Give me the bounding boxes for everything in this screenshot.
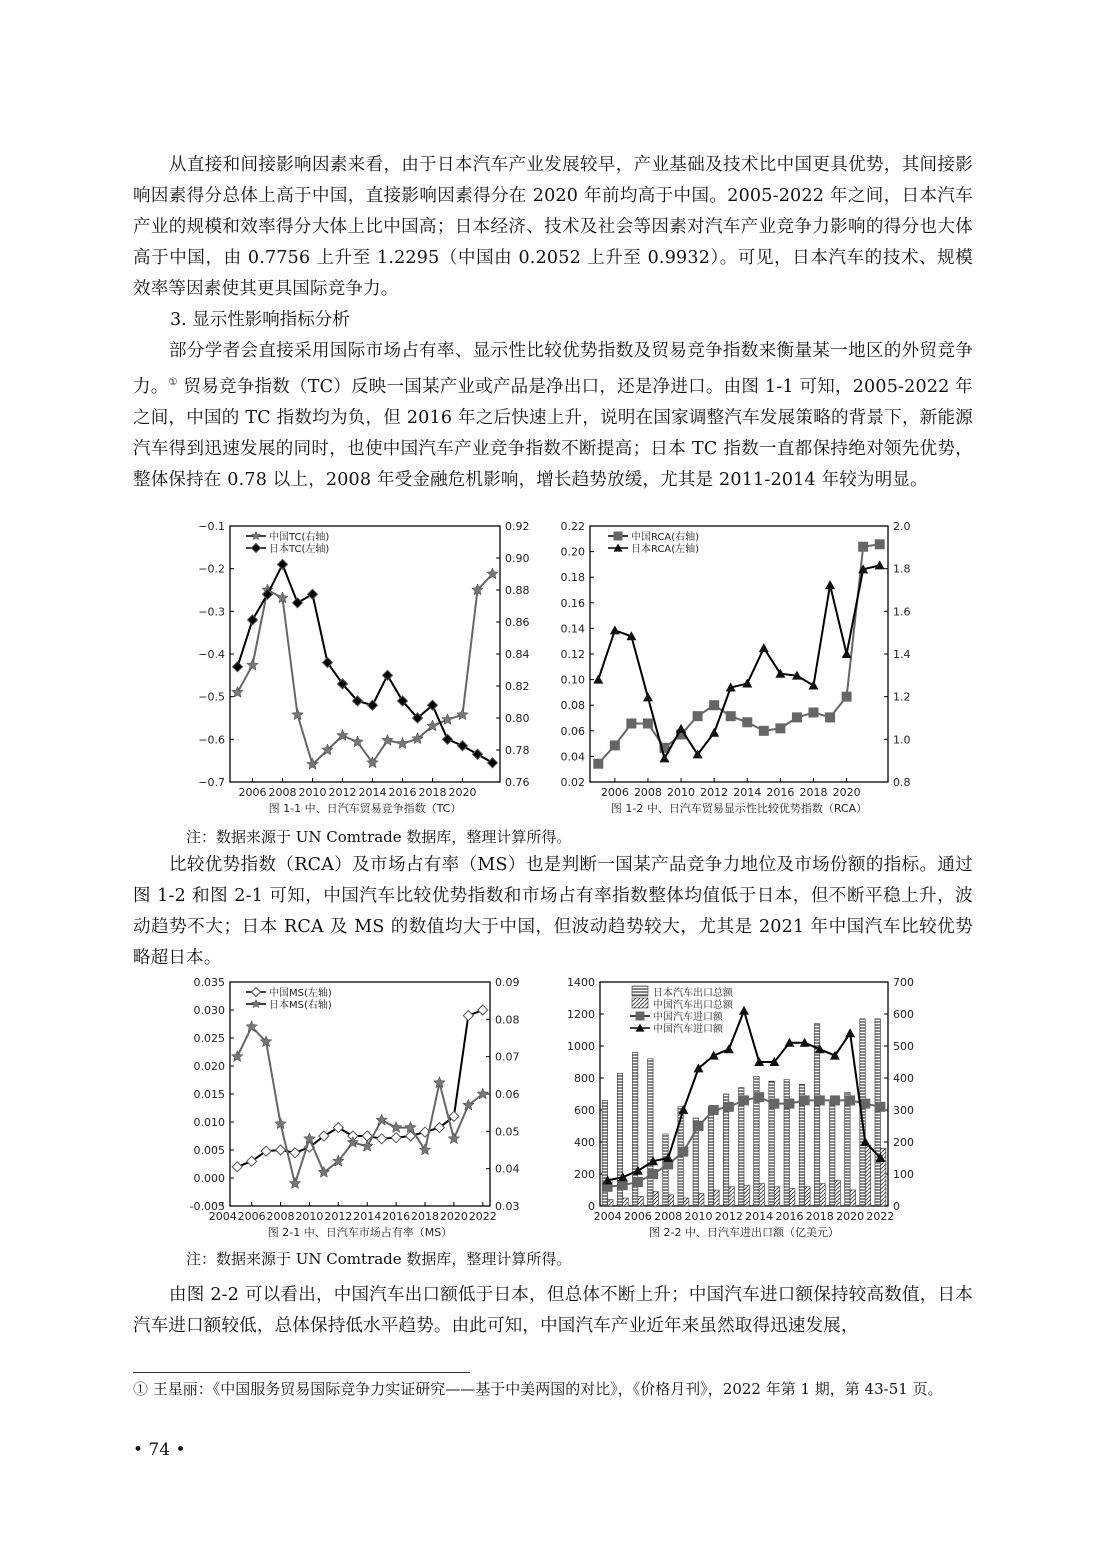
- x-tick-label: 2014: [745, 1210, 774, 1223]
- left-tick-label: 1000: [567, 1040, 595, 1053]
- data-point: [290, 1148, 300, 1158]
- bar: [875, 1019, 880, 1206]
- left-tick-label: 0.010: [193, 1116, 225, 1129]
- data-point: [232, 1051, 243, 1062]
- right-tick-label: 0.05: [495, 1125, 520, 1139]
- legend-marker: [252, 1000, 261, 1008]
- series-line: [237, 1027, 483, 1184]
- data-point: [463, 1011, 473, 1021]
- right-tick-label: 0.03: [495, 1200, 520, 1213]
- x-tick-label: 2018: [799, 786, 828, 799]
- data-point: [825, 580, 835, 589]
- right-tick-label: 100: [893, 1168, 914, 1181]
- left-tick-label: −0.7: [198, 776, 225, 789]
- left-tick-label: 0.035: [193, 976, 225, 989]
- left-tick-label: -0.005: [189, 1200, 225, 1213]
- x-tick-label: 2016: [775, 1210, 804, 1223]
- x-tick-label: 2006: [623, 1210, 652, 1223]
- right-tick-label: 0.82: [505, 680, 530, 693]
- right-tick-label: 2.0: [893, 520, 911, 533]
- data-point: [368, 700, 378, 710]
- x-tick-label: 2006: [237, 1210, 266, 1223]
- data-point: [815, 1095, 825, 1105]
- right-tick-label: 400: [893, 1072, 914, 1085]
- data-point: [593, 759, 603, 769]
- right-tick-label: 0.86: [505, 616, 530, 629]
- data-point: [775, 723, 785, 733]
- data-point: [276, 1145, 286, 1155]
- bar: [789, 1188, 794, 1206]
- bar: [759, 1184, 764, 1206]
- data-point: [660, 753, 670, 762]
- x-tick-label: 2012: [714, 1210, 743, 1223]
- source-note-1: 注：数据来源于 UN Comtrade 数据库，整理计算所得。: [186, 828, 572, 846]
- right-tick-label: 0.06: [495, 1088, 520, 1101]
- data-point: [759, 726, 769, 736]
- figure-1-1: [190, 516, 550, 826]
- data-point: [376, 1114, 387, 1125]
- legend-label: 日本TC(左轴): [269, 544, 330, 555]
- data-point: [809, 708, 819, 718]
- data-point: [842, 649, 852, 658]
- data-point: [390, 1122, 401, 1133]
- data-point: [247, 659, 258, 670]
- data-point: [643, 718, 653, 728]
- right-tick-label: 700: [893, 976, 914, 989]
- legend-label: 中国汽车出口总额: [653, 1000, 733, 1011]
- legend-swatch: [632, 998, 648, 1008]
- legend-label: 日本RCA(左轴): [631, 544, 700, 555]
- x-tick-label: 2018: [411, 1210, 439, 1223]
- x-tick-label: 2010: [684, 1210, 713, 1223]
- bar: [820, 1184, 825, 1206]
- bar: [784, 1080, 789, 1206]
- bar: [865, 1145, 870, 1206]
- right-tick-label: 200: [893, 1136, 914, 1149]
- bar: [729, 1187, 734, 1206]
- right-tick-label: 0: [893, 1200, 900, 1213]
- x-tick-label: 2018: [805, 1210, 834, 1223]
- left-tick-label: −0.1: [198, 520, 225, 533]
- data-point: [769, 1099, 779, 1109]
- left-tick-label: −0.6: [198, 733, 225, 747]
- left-tick-label: −0.5: [198, 690, 225, 704]
- data-point: [678, 1147, 688, 1157]
- data-point: [709, 700, 719, 710]
- data-point: [875, 560, 885, 569]
- data-point: [457, 709, 468, 720]
- right-tick-label: 600: [893, 1008, 914, 1021]
- legend-label: 中国TC(右轴): [269, 532, 330, 543]
- legend-label: 日本MS(右轴): [269, 1000, 332, 1011]
- data-point: [463, 1099, 474, 1110]
- data-point: [726, 711, 736, 721]
- x-tick-label: 2022: [468, 1210, 497, 1223]
- bar: [648, 1059, 653, 1206]
- left-tick-label: −0.4: [198, 648, 225, 661]
- data-point: [800, 1095, 810, 1105]
- right-tick-label: 0.84: [505, 648, 530, 661]
- left-tick-label: 0.025: [193, 1032, 225, 1045]
- data-point: [709, 1105, 719, 1115]
- data-point: [397, 738, 408, 749]
- left-tick-label: 0.12: [560, 648, 585, 661]
- bar: [653, 1192, 658, 1206]
- data-point: [293, 598, 303, 608]
- x-tick-label: 2006: [600, 786, 629, 799]
- legend-swatch: [632, 986, 648, 996]
- left-tick-label: 600: [574, 1104, 595, 1117]
- right-tick-label: 0.76: [505, 776, 530, 789]
- data-point: [610, 625, 620, 634]
- left-tick-label: 800: [574, 1072, 595, 1085]
- legend-marker: [636, 1012, 645, 1021]
- x-tick-label: 2010: [295, 1210, 324, 1223]
- data-point: [308, 589, 318, 599]
- data-point: [809, 681, 819, 690]
- data-point: [347, 1137, 358, 1148]
- plot-frame: [230, 982, 490, 1206]
- data-point: [724, 1102, 734, 1112]
- data-point: [233, 662, 243, 672]
- data-point: [739, 1006, 749, 1015]
- figure-caption: 图 1-2 中、日汽车贸易显示性比较优势指数（RCA）: [610, 802, 868, 815]
- bar: [623, 1198, 628, 1206]
- data-point: [618, 1180, 628, 1190]
- x-tick-label: 2008: [654, 1210, 683, 1223]
- page-number: • 74 •: [133, 1440, 186, 1460]
- right-tick-label: 0.8: [893, 776, 911, 789]
- x-tick-label: 2016: [388, 786, 417, 799]
- data-point: [442, 714, 453, 725]
- bar: [699, 1193, 704, 1206]
- paragraph-1: 从直接和间接影响因素来看，由于日本汽车产业发展较早，产业基础及技术比中国更具优势，其间接影响因素得分总体上高于中国，直接影响因素得分在 2020 年前均高于中国。2005-2022 年之间，日本汽车产业的规模和效率得分大体上比中国高；日本经济、技术及社会等因素对汽车产业竞争力影响的得分也大体高于中国，由 0.7756 上升至 1.2295（中国由 0.2052 上升至 0.9932）。可见，日本汽车的技术、规模效率等因素使其更具国际竞争力。: [133, 155, 973, 299]
- x-tick-label: 2014: [733, 786, 762, 799]
- figure-1-2: [548, 516, 928, 826]
- bar: [835, 1180, 840, 1206]
- legend-marker: [252, 544, 261, 553]
- paragraph-2-part-b: 贸易竞争指数（TC）反映一国某产业或产品是净出口，还是净进口。由图 1-1 可知，2005-2022 年之间，中国的 TC 指数均为负，但 2016 年之后快速上升，说明在国家调整汽车发展策略的背景下，新能源汽车得到迅速发展的同时，也使中国汽车产业竞争指数不断提高；日本 TC 指数一直都保持绝对领先优势，整体保持在 0.78 以上，2008 年受金融危机影响，增长趋势放缓，尤其是 2011-2014 年较为明显。: [133, 376, 974, 490]
- data-point: [458, 741, 468, 751]
- data-point: [739, 1095, 749, 1105]
- right-tick-label: 1.6: [893, 605, 911, 619]
- bar: [638, 1196, 643, 1206]
- data-point: [724, 1044, 734, 1053]
- data-point: [830, 1095, 840, 1105]
- data-point: [875, 539, 885, 549]
- right-tick-label: 0.09: [495, 976, 520, 989]
- data-point: [792, 712, 802, 722]
- figure-2-2: [548, 970, 928, 1250]
- data-point: [278, 559, 288, 569]
- left-tick-label: 200: [574, 1168, 595, 1181]
- bar: [663, 1134, 668, 1206]
- legend-label: 中国汽车进口额: [653, 1024, 723, 1035]
- x-tick-label: 2004: [208, 1210, 237, 1223]
- legend-label: 中国MS(左轴): [269, 988, 332, 999]
- data-point: [742, 679, 752, 688]
- data-point: [232, 1162, 242, 1172]
- x-tick-label: 2010: [298, 786, 327, 799]
- x-tick-label: 2012: [328, 786, 357, 799]
- paragraph-2-part-a: 部分学者会直接采用国际市场占有率、显示性比较优势指数及贸易竞争指数来衡量某一地区的外贸竞争力。: [133, 341, 973, 397]
- data-point: [759, 643, 769, 652]
- left-tick-label: 0.020: [193, 1060, 225, 1073]
- bar: [608, 1200, 613, 1206]
- left-tick-label: 0.04: [560, 750, 585, 764]
- data-point: [676, 724, 686, 733]
- left-tick-label: 400: [574, 1136, 595, 1149]
- footnote-marker[interactable]: ①: [168, 377, 178, 388]
- data-point: [248, 615, 258, 625]
- data-point: [875, 1102, 885, 1112]
- right-tick-label: 0.80: [505, 712, 530, 725]
- left-tick-label: 1200: [567, 1008, 595, 1021]
- x-tick-label: 2016: [382, 1210, 411, 1223]
- data-point: [383, 670, 393, 680]
- left-tick-label: 0.030: [193, 1004, 225, 1017]
- bar: [845, 1092, 850, 1206]
- x-tick-label: 2006: [238, 786, 267, 799]
- footnote-divider: [133, 1372, 470, 1373]
- bar: [668, 1195, 673, 1206]
- data-point: [845, 1095, 855, 1105]
- data-point: [232, 686, 243, 697]
- right-tick-label: 500: [893, 1040, 914, 1053]
- bar: [850, 1190, 855, 1206]
- legend-label: 中国RCA(右轴): [631, 532, 700, 543]
- data-point: [709, 728, 719, 737]
- x-tick-label: 2018: [418, 786, 447, 799]
- left-tick-label: 0: [588, 1200, 595, 1213]
- figure-caption: 图 2-2 中、日汽车进出口额（亿美元）: [649, 1226, 839, 1239]
- x-tick-label: 2008: [633, 786, 662, 799]
- x-tick-label: 2016: [766, 786, 795, 799]
- right-tick-label: 0.04: [495, 1162, 520, 1176]
- figure-caption: 图 2-1 中、日汽车市场占有率（MS）: [267, 1226, 453, 1239]
- right-tick-label: 0.88: [505, 584, 530, 597]
- data-point: [825, 712, 835, 722]
- data-point: [593, 675, 603, 684]
- x-tick-label: 2012: [324, 1210, 353, 1223]
- legend-label: 日本汽车出口总额: [653, 988, 733, 999]
- legend-marker: [614, 532, 623, 541]
- paragraph-3: 比较优势指数（RCA）及市场占有率（MS）也是判断一国某产品竞争力地位及市场份额的指标。通过图 1-2 和图 2-1 可知，中国汽车比较优势指数和市场占有率指数整体均值低于日本，但不断平稳上升，波动趋势不大；日本 RCA 及 MS 的数值均大于中国，但波动趋势较大，尤其是 2021 年中国汽车比较优势略超日本。: [133, 855, 973, 968]
- right-tick-label: 0.78: [505, 744, 530, 757]
- legend-label: 中国汽车进口额: [653, 1012, 723, 1023]
- data-point: [648, 1169, 658, 1179]
- series-line: [598, 565, 879, 758]
- data-point: [860, 1099, 870, 1109]
- bar: [744, 1185, 749, 1206]
- data-point: [610, 740, 620, 750]
- left-tick-label: 0.16: [560, 596, 585, 610]
- left-tick-label: 0.22: [560, 520, 585, 533]
- left-tick-label: 0.06: [560, 724, 585, 738]
- x-tick-label: 2012: [700, 786, 729, 799]
- data-point: [478, 1005, 488, 1015]
- section-heading: 3. 显示性影响指标分析: [170, 310, 350, 330]
- left-tick-label: 0.005: [193, 1144, 225, 1157]
- right-tick-label: 1.8: [893, 562, 911, 576]
- data-point: [845, 1028, 855, 1037]
- legend-marker: [252, 532, 261, 540]
- left-tick-label: 0.20: [560, 545, 585, 559]
- data-point: [842, 692, 852, 702]
- x-tick-label: 2020: [836, 1210, 865, 1223]
- data-point: [473, 749, 483, 759]
- left-tick-label: 0.02: [560, 776, 585, 789]
- left-tick-label: −0.3: [198, 605, 225, 619]
- left-tick-label: 0.015: [193, 1088, 225, 1101]
- data-point: [488, 758, 498, 768]
- data-point: [333, 1123, 343, 1133]
- data-point: [318, 1166, 329, 1177]
- x-tick-label: 2008: [268, 786, 297, 799]
- right-tick-label: 0.08: [495, 1013, 520, 1027]
- right-tick-label: 0.92: [505, 520, 530, 533]
- left-tick-label: 0.18: [560, 571, 585, 585]
- series-line: [238, 574, 493, 764]
- series-line: [598, 544, 879, 763]
- figure-2-1: [178, 970, 548, 1250]
- bar: [829, 1102, 834, 1206]
- left-tick-label: 0.10: [560, 673, 585, 687]
- bar: [714, 1190, 719, 1206]
- x-tick-label: 2014: [353, 1210, 382, 1223]
- x-tick-label: 2014: [358, 786, 387, 799]
- data-point: [633, 1177, 643, 1187]
- x-tick-label: 2020: [448, 786, 477, 799]
- left-tick-label: 0.000: [193, 1172, 225, 1185]
- data-point: [643, 692, 653, 701]
- bar: [774, 1187, 779, 1206]
- legend-marker: [252, 988, 261, 997]
- data-point: [858, 542, 868, 552]
- left-tick-label: 1400: [567, 976, 595, 989]
- data-point: [754, 1092, 764, 1102]
- data-point: [742, 717, 752, 727]
- bar: [683, 1198, 688, 1206]
- x-tick-label: 2008: [266, 1210, 295, 1223]
- data-point: [626, 718, 636, 728]
- bar: [708, 1107, 713, 1206]
- data-point: [391, 1133, 401, 1143]
- right-tick-label: 1.0: [893, 733, 911, 747]
- source-note-2: 注：数据来源于 UN Comtrade 数据库，整理计算所得。: [186, 1250, 572, 1268]
- bar: [805, 1187, 810, 1206]
- left-tick-label: −0.2: [198, 562, 225, 576]
- x-tick-label: 2020: [439, 1210, 468, 1223]
- data-point: [352, 736, 363, 747]
- paragraph-4: 由图 2-2 可以看出，中国汽车出口额低于日本，但总体不断上升；中国汽车进口额保持较高数值，日本汽车进口额较低，总体保持低水平趋势。由此可知，中国汽车产业近年来虽然取得迅速发展，: [133, 1285, 973, 1336]
- left-tick-label: 0.14: [560, 622, 585, 636]
- right-tick-label: 1.2: [893, 690, 911, 704]
- data-point: [694, 1121, 704, 1131]
- figure-caption: 图 1-1 中、日汽车贸易竞争指数（TC）: [268, 802, 462, 815]
- x-tick-label: 2010: [667, 786, 696, 799]
- right-tick-label: 1.4: [893, 648, 911, 661]
- left-tick-label: 0.08: [560, 699, 585, 713]
- footnote[interactable]: ① 王星丽：《中国服务贸易国际竞争力实证研究——基于中美两国的对比》，《价格月刊》，2022 年第 1 期，第 43-51 页。: [133, 1380, 943, 1398]
- data-point: [784, 1099, 794, 1109]
- data-point: [448, 1133, 459, 1144]
- right-tick-label: 0.07: [495, 1050, 520, 1064]
- data-point: [382, 734, 393, 745]
- plot-frame: [590, 526, 888, 782]
- data-point: [362, 1140, 373, 1151]
- x-tick-label: 2020: [832, 786, 861, 799]
- data-point: [377, 1134, 387, 1144]
- right-tick-label: 0.90: [505, 552, 530, 565]
- data-point: [693, 711, 703, 721]
- paragraph-2: [133, 336, 973, 496]
- x-tick-label: 2004: [593, 1210, 622, 1223]
- data-point: [443, 734, 453, 744]
- x-tick-label: 2022: [866, 1210, 895, 1223]
- right-tick-label: 300: [893, 1104, 914, 1117]
